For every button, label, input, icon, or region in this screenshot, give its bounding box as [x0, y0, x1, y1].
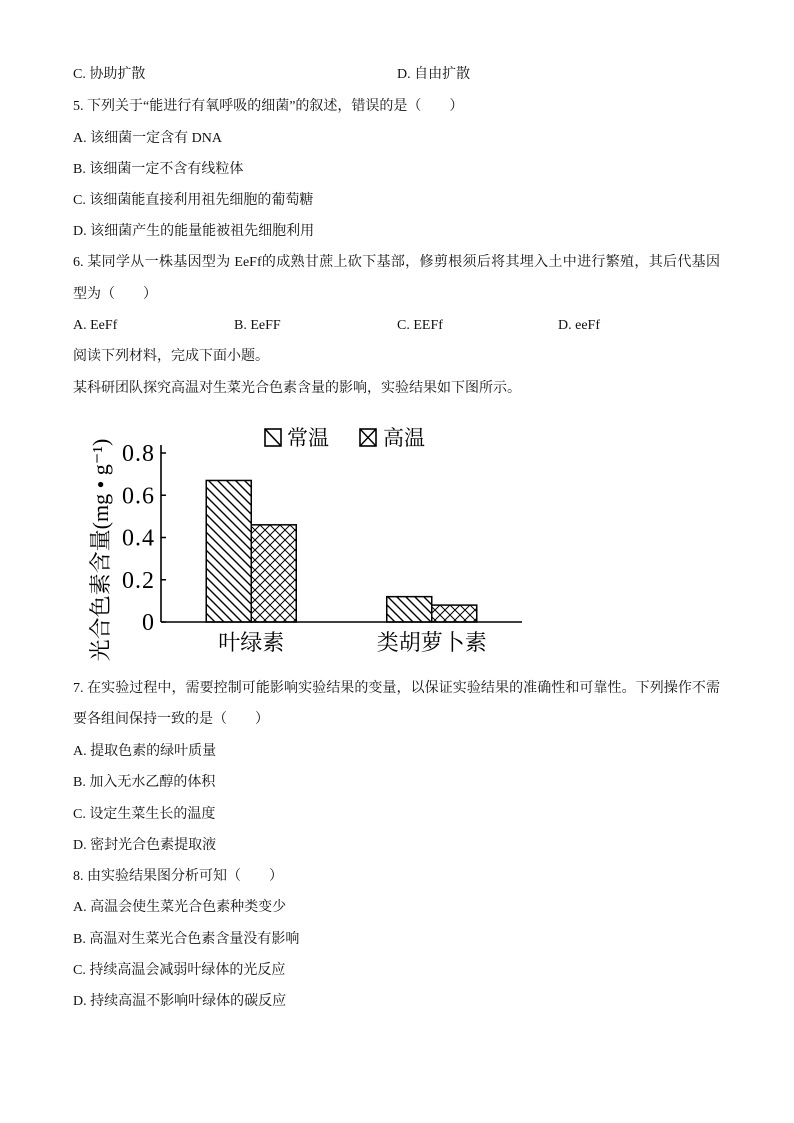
option-a: A. EeFf — [73, 318, 118, 333]
bar-series-1-category-0 — [251, 525, 296, 622]
question-stem-line-1: 6. 某同学从一株基因型为 EeFf的成熟甘蔗上砍下基部，修剪根须后将其埋入土中进行繁殖，其后代基因 — [73, 255, 720, 270]
option-d: D. 自由扩散 — [397, 67, 471, 82]
option-a: A. 高温会使生菜光合色素种类变少 — [73, 900, 287, 915]
option-a: A. 提取色素的绿叶质量 — [73, 744, 217, 759]
option-b: B. 该细菌一定不含有线粒体 — [73, 162, 244, 177]
option-c: C. 该细菌能直接利用祖先细胞的葡萄糖 — [73, 193, 314, 208]
option-b: B. EeFF — [234, 318, 281, 333]
y-tick-label: 0.8 — [122, 441, 155, 467]
legend-label-series-0: 常温 — [287, 426, 329, 450]
bar-series-0-category-0 — [206, 480, 251, 622]
material-description: 某科研团队探究高温对生菜光合色素含量的影响，实验结果如下图所示。 — [73, 381, 521, 396]
option-c: C. 协助扩散 — [73, 67, 146, 82]
bar-series-0-category-1 — [387, 597, 432, 622]
y-ticks — [122, 441, 166, 636]
option-d: D. 密封光合色素提取液 — [73, 838, 217, 853]
y-tick-label: 0 — [142, 610, 155, 636]
option-d: D. eeFf — [558, 318, 600, 333]
legend-item-series-0 — [265, 426, 329, 450]
x-category-label: 叶绿素 — [218, 630, 285, 655]
legend-label-series-1: 高温 — [383, 426, 425, 450]
option-a: A. 该细菌一定含有 DNA — [73, 131, 222, 146]
question-stem-line-2: 要各组间保持一致的是（ ） — [73, 712, 269, 727]
option-c: C. EEFf — [397, 318, 443, 333]
option-d: D. 持续高温不影响叶绿体的碳反应 — [73, 994, 287, 1009]
material-instruction: 阅读下列材料，完成下面小题。 — [73, 349, 269, 364]
option-c: C. 持续高温会减弱叶绿体的光反应 — [73, 963, 286, 978]
question-stem-line-1: 7. 在实验过程中，需要控制可能影响实验结果的变量，以保证实验结果的准确性和可靠性。下列操作不需 — [73, 681, 720, 696]
y-tick-label: 0.6 — [122, 483, 155, 510]
question-stem: 8. 由实验结果图分析可知（ ） — [73, 869, 283, 884]
x-category-label: 类胡萝卜素 — [376, 630, 487, 655]
question-stem-line-2: 型为（ ） — [73, 287, 157, 302]
x-category-labels — [218, 630, 487, 655]
legend-item-series-1 — [360, 426, 425, 450]
y-tick-label: 0.2 — [122, 567, 155, 594]
option-c: C. 设定生菜生长的温度 — [73, 807, 216, 822]
bar-series-1-category-1 — [432, 605, 477, 622]
bar-chart — [80, 415, 540, 665]
legend — [265, 426, 425, 450]
y-axis-label: 光合色素含量(mg • g⁻¹) — [88, 438, 113, 662]
option-b: B. 高温对生菜光合色素含量没有影响 — [73, 932, 300, 947]
bar-group — [206, 480, 477, 622]
option-d: D. 该细菌产生的能量能被祖先细胞利用 — [73, 224, 315, 239]
question-stem: 5. 下列关于“能进行有氧呼吸的细菌”的叙述，错误的是（ ） — [73, 99, 464, 114]
option-b: B. 加入无水乙醇的体积 — [73, 775, 216, 790]
y-tick-label: 0.4 — [122, 525, 155, 552]
